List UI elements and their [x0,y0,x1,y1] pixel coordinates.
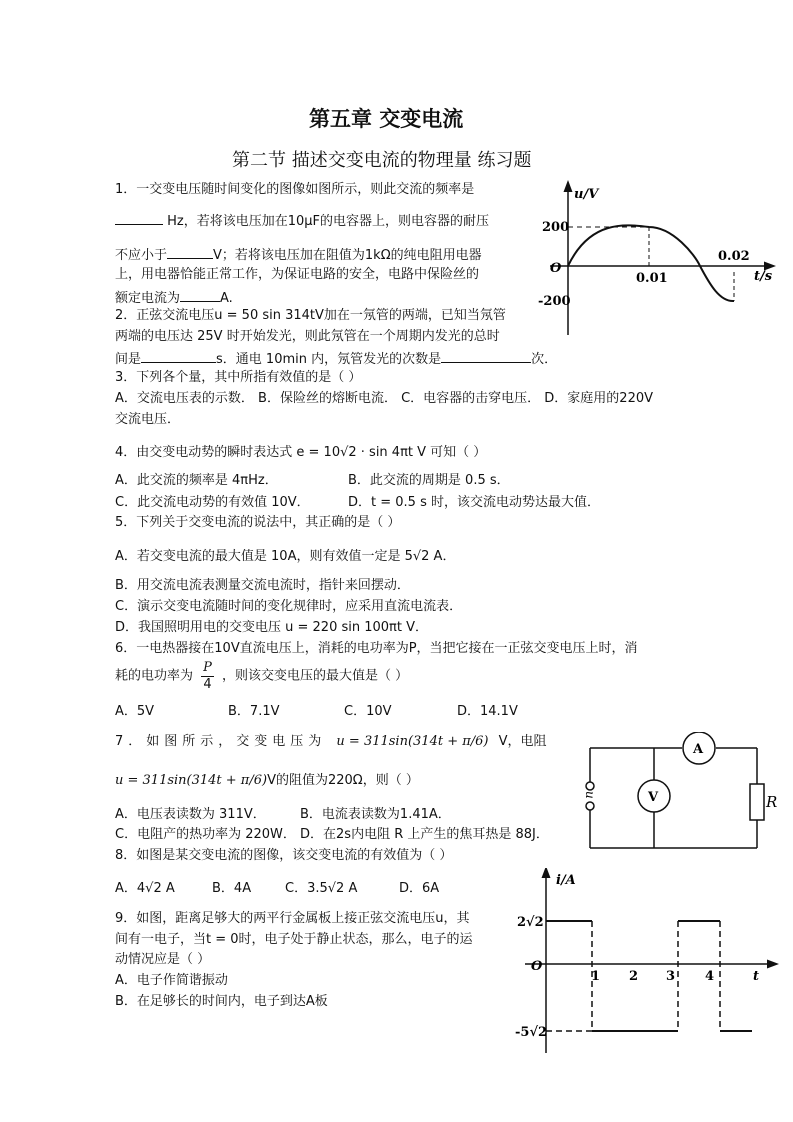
q6-stem: 6．一电热器接在10V直流电压上，消耗的电功率为P，当把它接在一正弦交变电压上时，消 [115,641,638,656]
q5-stem: 5．下列关于交变电流的说法中，其正确的是（ ） [115,515,401,530]
t2-label: 0.02 [718,249,750,264]
q2-blank-count [441,348,531,363]
q3-options-cont: 交流电压． [115,412,181,427]
origin-label: O [550,261,562,276]
q1-blank-frequency [115,210,163,225]
current-time-graph [515,868,780,1058]
q1-blank-voltage [167,244,213,259]
q1-blank-current [180,287,220,302]
q4-option-b: B．此交流的周期是 0.5 s． [348,473,510,488]
section-subtitle: 第二节 描述交变电流的物理量 练习题 [232,150,532,171]
x-axis-label: t/s [754,269,773,284]
q2-blank-time [141,348,216,363]
q5-option-d: D．我国照明用电的交变电压 u = 220 sin 100πt V． [115,620,429,635]
t1-label: 0.01 [636,271,668,286]
q5-option-b: B．用交流电流表测量交流电流时，指针来回摆动． [115,578,410,593]
q6-option-a: A．5V [115,704,155,719]
q6-stem-cont: 耗的电功率为 $\frac{P}{4}$ ，则该交变电压的最大值是（ ） [115,660,409,692]
q8-option-b: B．4A [212,881,252,896]
q8-option-d: D．6A [399,881,440,896]
ymin-label: -200 [538,294,571,309]
q9-line3: 动情况应是（ ） [115,952,211,967]
voltage-time-graph [530,180,780,340]
q1-line4: 上，用电器恰能正常工作，为保证电路的安全，电路中保险丝的 [115,267,480,282]
q3-options: A．交流电压表的示数． B．保险丝的熔断电流． C．电容器的击穿电压． D．家庭用的220V [115,391,654,406]
voltmeter-label: V [648,790,659,805]
q6-option-d: D．14.1V [457,704,518,719]
ymin-label: -5√2 [515,1025,548,1040]
q9-line1: 9．如图，距离足够大的两平行金属板上接正弦交流电压u，其 [115,911,470,926]
q2-line2: 两端的电压达 25V 时开始发光，则此氖管在一个周期内发光的总时 [115,329,500,344]
y-axis-label: u/V [574,187,599,202]
q7-stem: 7．如图所示，交变电压为 u = 311sin(314t + π/6) V，电阻 [115,734,547,749]
x-axis-label: t [753,969,760,984]
q8-option-c: C．3.5√2 A [285,881,358,896]
q5-option-a: A．若交变电流的最大值是 10A，则有效值一定是 5√2 A． [115,549,456,564]
chapter-title: 第五章 交变电流 [309,107,464,131]
terminal-top [586,782,594,790]
q4-option-d: D．t = 0.5 s 时，该交流电动势达最大值． [348,495,600,510]
ammeter-label: A [693,742,704,757]
q1-line3: 不应小于 V；若将该电压加在阻值为1kΩ的纯电阻用电器 [115,244,482,265]
tick-3: 3 [666,969,676,984]
q4-option-a: A．此交流的频率是 4πHz． [115,473,278,488]
q5-option-c: C．演示交变电流随时间的变化规律时，应采用直流电流表． [115,599,463,614]
q4-stem: 4．由交变电动势的瞬时表达式 e = 10√2 · sin 4πt V 可知（ ） [115,445,487,460]
fraction-p-over-4: $\frac{P}{4}$ [203,660,212,692]
q7-option-b: B．电流表读数为1.41A． [300,807,451,822]
source-label: u [583,791,597,799]
q8-option-a: A．4√2 A [115,881,175,896]
resistor-label: R [766,793,778,811]
q6-option-b: B．7.1V [228,704,280,719]
q9-option-a: A．电子作简谐振动 [115,973,228,988]
q1-line2: Hz，若将该电压加在10μF的电容器上，则电容器的耐压 [115,210,489,231]
ymax-label: 200 [542,220,570,235]
tick-4: 4 [705,969,715,984]
tick-2: 2 [629,969,639,984]
q2-line3: 间是 s．通电 10min 内，氖管发光的次数是 次． [115,348,557,369]
q6-option-c: C．10V [344,704,392,719]
q4-option-c: C．此交流电动势的有效值 10V． [115,495,310,510]
y-axis-label: i/A [556,873,576,888]
q1-line1: 1．一交变电压随时间变化的图像如图所示，则此交流的频率是 [115,182,475,197]
origin-label: O [531,959,543,974]
q7-option-cd: C．电阻产的热功率为 220W． D．在2s内电阻 R 上产生的焦耳热是 88J． [115,827,549,842]
q2-line1: 2．正弦交流电压u = 50 sin 314tV加在一氖管的两端，已知当氖管 [115,308,506,323]
q1-line5: 额定电流为 A. [115,287,233,308]
terminal-bottom [586,802,594,810]
resistor-icon [750,784,764,820]
q7-option-a: A．电压表读数为 311V． [115,807,266,822]
q3-stem: 3．下列各个量，其中所指有效值的是（ ） [115,370,362,385]
sine-curve [568,225,734,301]
tick-1: 1 [591,969,601,984]
q8-stem: 8．如图是某交变电流的图像，该交变电流的有效值为（ ） [115,848,453,863]
q9-option-b: B．在足够长的时间内，电子到达A板 [115,994,328,1009]
circuit-diagram [582,732,782,852]
q9-line2: 间有一电子，当t = 0时，电子处于静止状态，那么，电子的运 [115,932,473,947]
q7-stem-cont: u = 311sin(314t + π/6)V的阻值为220Ω，则（ ） [115,773,419,788]
ymax-label: 2√2 [517,915,544,930]
